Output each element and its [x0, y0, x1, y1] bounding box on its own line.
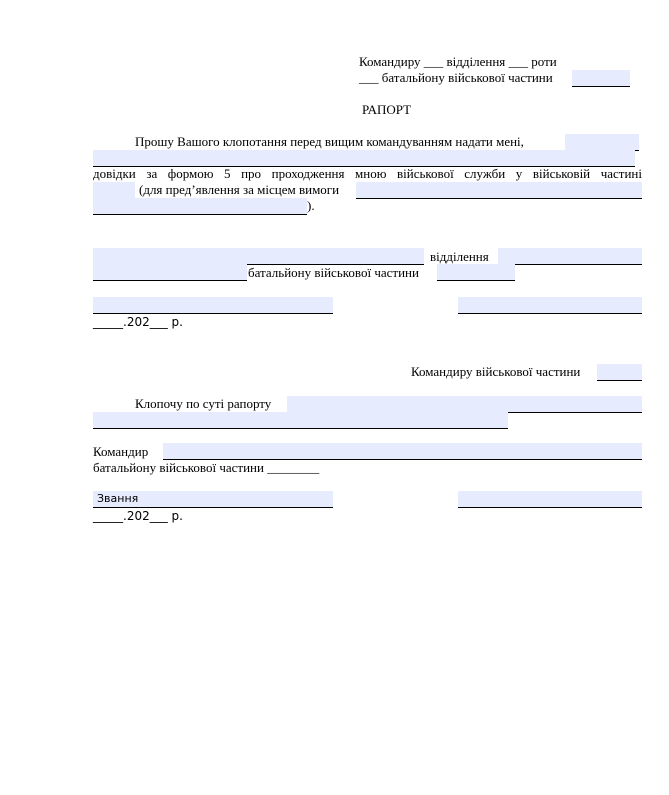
date-line-1: _____.202___ р.: [93, 315, 183, 329]
rank-field[interactable]: [93, 491, 333, 508]
destination-field-cont[interactable]: [93, 198, 307, 215]
full-name-field-2[interactable]: [458, 491, 642, 508]
addressee-line2-text: ___ батальйону військової частини: [359, 70, 553, 85]
petition-label: Клопочу по суті рапорту: [135, 396, 272, 411]
commander-line2: батальйону військової частини ________: [93, 460, 320, 475]
addressee-line1: Командиру ___ відділення ___ роти: [359, 54, 557, 69]
destination-field[interactable]: [356, 182, 642, 199]
name-field-cont[interactable]: [93, 150, 635, 167]
name-field[interactable]: [565, 134, 639, 151]
division-label: відділення: [430, 249, 489, 264]
military-unit-field[interactable]: [437, 264, 515, 281]
commander-field[interactable]: [163, 443, 642, 460]
addressee-line2: [359, 70, 553, 86]
signature-field-1[interactable]: [93, 297, 333, 314]
request-line4-text: (для пред’явлення за місцем вимоги: [139, 182, 340, 197]
military-unit-field-header[interactable]: [572, 70, 630, 87]
battalion-label: батальйону військової частини: [248, 265, 419, 280]
petition-field[interactable]: [287, 396, 642, 413]
date-line-2: _____.202___ р.: [93, 509, 183, 523]
battalion-field[interactable]: [93, 264, 247, 281]
commander-label: Командир: [93, 444, 149, 459]
request-line1: Прошу Вашого клопотання перед вищим командуванням надати мені,: [135, 134, 524, 149]
request-line3: довідки за формою 5 про проходження мною військової служби у військовій частині: [93, 166, 642, 181]
rank-name-field[interactable]: [93, 248, 424, 265]
report-title: РАПОРТ: [362, 102, 412, 117]
petition-field-cont[interactable]: [93, 412, 508, 429]
commander-vch-field[interactable]: [597, 364, 642, 381]
commander-vch-label: Командиру військової частини: [411, 364, 581, 379]
rank-label: Звання: [97, 492, 139, 505]
request-line5-suffix: ).: [307, 198, 315, 213]
division-field[interactable]: [498, 248, 642, 265]
copies-field[interactable]: [93, 182, 135, 199]
full-name-field-1[interactable]: [458, 297, 642, 314]
